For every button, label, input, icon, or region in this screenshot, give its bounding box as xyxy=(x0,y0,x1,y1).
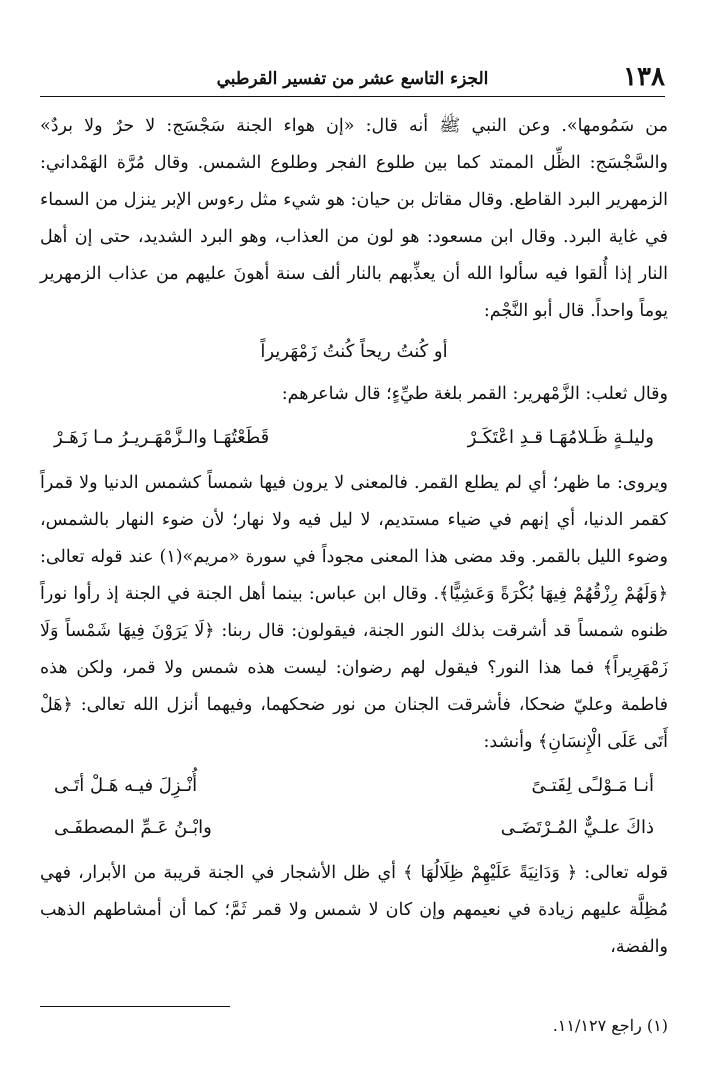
couplet-line-2 xyxy=(40,807,668,849)
hemistich-second: أُنْـزِلَ فيـه هَـلْ أتَـى xyxy=(54,775,198,796)
hemistich-first: وليلـةٍ ظَـلامُهَـا قـدِ اعْتَكَـرْ xyxy=(467,427,654,448)
running-title: الجزء التاسع عشر من تفسير القرطبي xyxy=(216,69,489,89)
footnote-rule xyxy=(40,1006,230,1007)
paragraph-3: ويروى: ما ظهر؛ أي لم يطلع القمر. فالمعنى لا يرون فيها شمساً كشمس الدنيا ولا قمراً كقمر الدنيا، أي إنهم في ضياء مستديم، لا ليل فيه ولا نهار؛ لأن ضوء النهار بالشمس، وضوء الليل بالقمر. وقد مضى هذا المعنى مجوداً في سورة «مريم»(١) عند قوله تعالى: ﴿وَلَهُمْ رِزْقُهُمْ فِيهَا بُكْرَةً وَعَشِيًّا﴾. وقال ابن عباس: بينما أهل الجنة في الجنة إذ رأوا نوراً ظنوه شمساً قد أشرقت بذلك النور الجنة، فيقولون: قال ربنا: ﴿لَا يَرَوْنَ فِيهَا شَمْساً وَلَا زَمْهَرِيراً﴾ فما هذا النور؟ فيقول لهم رضوان: ليست هذه شمس ولا قمر، ولكن هذه فاطمة وعليّ ضحكا، فأشرقت الجنان من نور ضحكهما، وفيهما أنزل الله تعالى: ﴿هَلْ أَتَى عَلَى الْإِنسَانِ﴾ وأنشد: xyxy=(40,473,668,752)
hemistich-first: أنـا مَـوْلـًى لِفَتـىً xyxy=(531,775,654,796)
hemistich-second: وابْـنُ عَـمِّ المصطفَـى xyxy=(54,817,212,838)
verse-abu-najm: أو كُنتُ ريحاً كُنتُ زَمْهَريراً xyxy=(260,341,448,362)
hemistich-second: قَطَعْتُهَـا والـزَّمْهَـريـرُ مـا زَهَـرْ xyxy=(54,427,270,448)
verse-tayyi-poet xyxy=(40,417,668,459)
page-number: ١٣٨ xyxy=(623,62,665,92)
page-header xyxy=(40,60,665,100)
footnote: (١) راجع ١١/١٢٧. xyxy=(552,1016,668,1035)
header-rule xyxy=(40,96,665,97)
couplet-line-1 xyxy=(40,765,668,807)
paragraph-4: قوله تعالى: ﴿ وَدَانِيَةً عَلَيْهِمْ ظِلَالُهَا ﴾ أي ظل الأشجار في الجنة قريبة من الأبرار، فهي مُظِلَّة عليهم زيادة في نعيمهم وإن كان لا شمس ولا قمر ثَمَّ؛ كما أن أمشاطهم الذهب والفضة، xyxy=(40,863,668,957)
page-body xyxy=(40,108,668,966)
hemistich-first: ذاكَ علـيٌّ المُـرْتَضَـى xyxy=(500,817,654,838)
paragraph-2: وقال ثعلب: الزَّمْهرير: القمر بلغة طيِّءٍ؛ قال شاعرهم: xyxy=(281,384,668,404)
verse-ali-poem xyxy=(40,765,668,849)
paragraph-1: من سَمُومها». وعن النبي ﷺ أنه قال: «إن هواء الجنة سَجْسَج: لا حرٌ ولا بردٌ» والسَّجْسَج: الظِّل الممتد كما بين طلوع الفجر وطلوع الشمس. وقال مُرَّة الهَمْداني: الزمهرير البرد القاطع. وقال مقاتل بن حيان: هو شيء مثل رءوس الإبر ينزل من السماء في غاية البرد. وقال ابن مسعود: هو لون من العذاب، وهو البرد الشديد، حتى إن أهل النار إذا أُلقوا فيه سألوا الله أن يعذِّبهم بالنار ألف سنة أهونَ عليهم من عذاب الزمهرير يوماً واحداً. قال أبو النَّجْم: xyxy=(40,116,668,321)
